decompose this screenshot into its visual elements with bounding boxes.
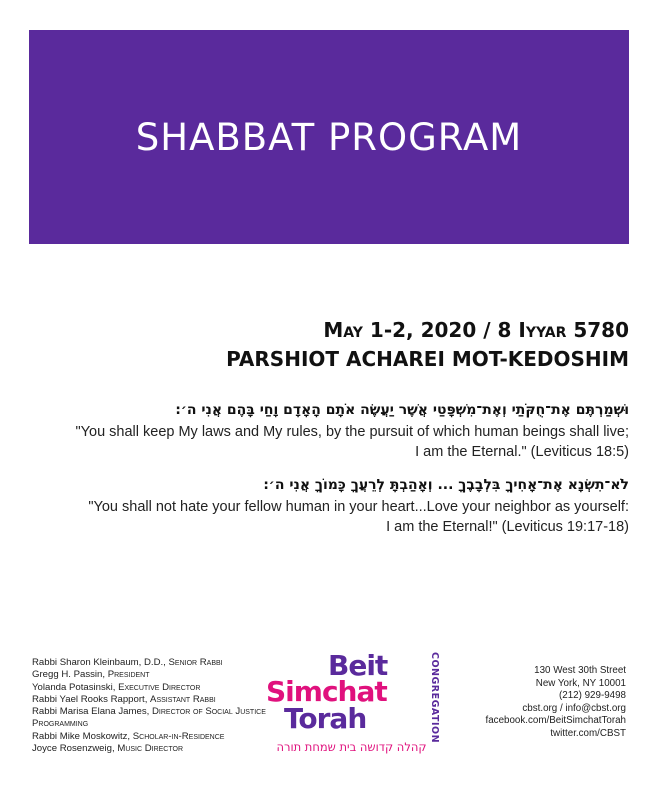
staff-item [32, 682, 272, 694]
contact-info [486, 665, 627, 741]
verse-english-line: "You shall not hate your fellow human in your heart...Love your neighbor as yourself: [88, 499, 629, 515]
verse-english-line: I am the Eternal." (Leviticus 18:5) [415, 444, 629, 460]
date-separator: / [476, 318, 498, 342]
staff-role: Music Director [117, 743, 184, 755]
staff-name: Gregg H. Passin, [32, 669, 108, 681]
staff-item [32, 743, 272, 755]
phone-number: (212) 929-9498 [559, 690, 626, 702]
staff-name: Rabbi Sharon Kleinbaum, D.D., [32, 657, 169, 668]
verse-english-line: I am the Eternal!" (Leviticus 19:17-18) [386, 519, 629, 535]
verse-block-2 [19, 477, 629, 537]
logo-word-torah: Torah [284, 702, 367, 735]
staff-item [32, 694, 272, 706]
date-english: May 1-2, 2020 [323, 318, 477, 342]
verse-english-line: "You shall keep My laws and My rules, by the pursuit of which human beings shall live; [75, 424, 629, 440]
staff-name: Rabbi Marisa Elana James, [32, 706, 152, 718]
page-title: SHABBAT PROGRAM [135, 115, 523, 159]
staff-role: Senior Rabbi [168, 657, 223, 668]
staff-role: Scholar-in-Residence [132, 730, 225, 742]
date-line [323, 318, 629, 342]
twitter-link[interactable]: twitter.com/CBST [550, 727, 626, 739]
congregation-logo [264, 649, 440, 768]
staff-role: Assistant Rabbi [150, 693, 216, 705]
verse-hebrew: וּשְׁמַרְתֶּם אֶת־חֻקֹּתַי וְאֶת־מִשְׁפָּטַי אֲשֶׁר יַעֲשֶׂה אֹתָם הָאָדָם וָחַי בָּהֶם אֲנִי ה׳׃ [175, 402, 629, 418]
staff-item [32, 657, 272, 669]
staff-role: Director of Social Justice Programming [32, 706, 266, 730]
address-line: New York, NY 10001 [535, 677, 626, 689]
logo-congregation-label: CONGREGATION [429, 652, 440, 744]
staff-name: Joyce Rosenzweig, [32, 743, 118, 755]
staff-name: Rabbi Yael Rooks Rapport, [32, 693, 151, 705]
date-hebrew: 8 Iyyar 5780 [497, 318, 629, 342]
facebook-link[interactable]: facebook.com/BeitSimchatTorah [485, 715, 626, 727]
staff-item [32, 731, 272, 743]
staff-name: Yolanda Potasinski, [32, 681, 119, 693]
staff-role: President [107, 669, 150, 681]
staff-item [32, 706, 272, 731]
staff-role: Executive Director [118, 681, 201, 693]
logo-hebrew-name: קהלה קדושה בית שמחת תורה [276, 740, 427, 754]
address-line: 130 West 30th Street [534, 665, 626, 676]
staff-name: Rabbi Mike Moskowitz, [32, 730, 133, 742]
staff-list [32, 657, 272, 755]
staff-item [32, 669, 272, 681]
website-email-link[interactable]: cbst.org / info@cbst.org [522, 702, 626, 714]
verse-hebrew: לֹא־תִשְׂנָא אֶת־אָחִיךָ בִּלְבָבֶךָ ... וְאָהַבְתָּ לְרֵעֲךָ כָּמוֹךָ אֲנִי ה׳׃ [263, 477, 629, 493]
header-banner [29, 30, 629, 244]
logo-word-beit: Beit [328, 649, 388, 682]
verse-block-1 [19, 402, 629, 462]
parsha-title: PARSHIOT ACHAREI MOT-KEDOSHIM [226, 347, 629, 371]
logo-word-simchat: Simchat [266, 675, 387, 708]
